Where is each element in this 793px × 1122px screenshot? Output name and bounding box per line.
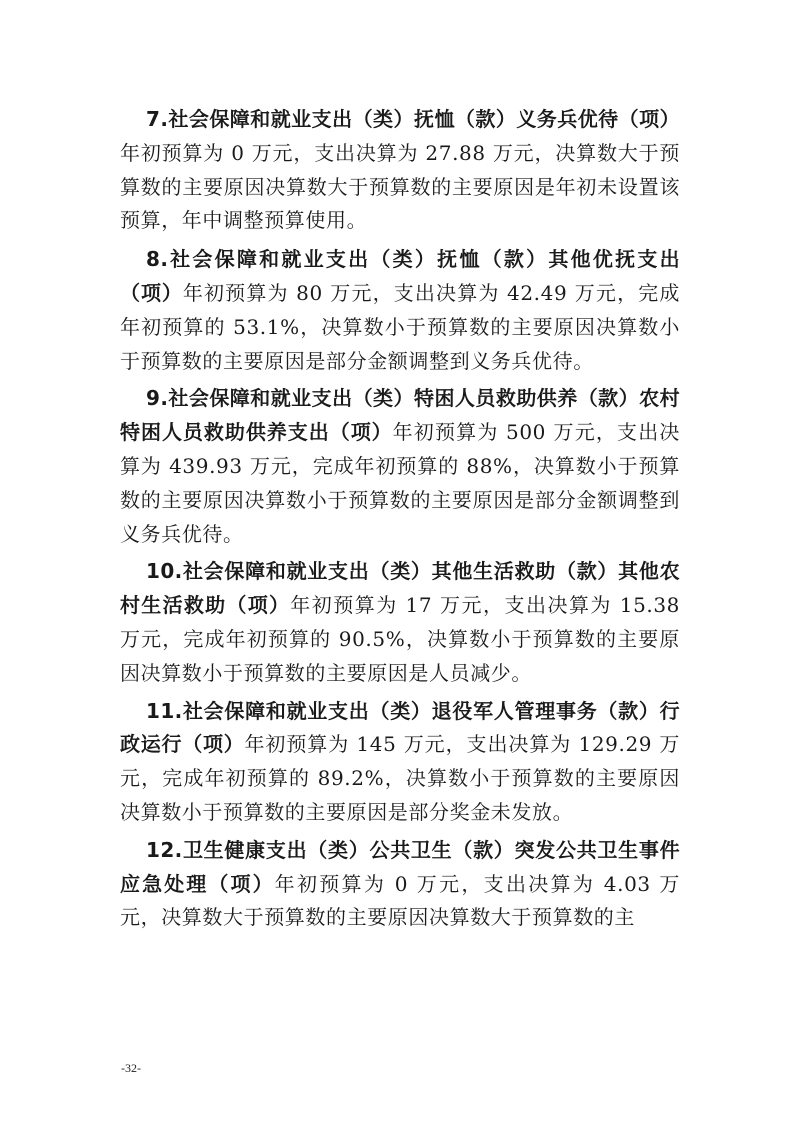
page-number: -32- [121, 1061, 141, 1075]
paragraph-item-11 [120, 695, 680, 830]
paragraph-text: 年初预算为 0 万元，支出决算为 4.03 万元，决算数大于预算数的主要原因决算数大于预算数的主 [120, 871, 680, 930]
document-body [120, 103, 680, 935]
paragraph-heading: 9.社会保障和就业支出（类）特困人员救助供养（款）农村特困人员救助供养支出（项） [120, 386, 680, 445]
paragraph-item-7 [120, 103, 680, 238]
paragraph-heading: 10.社会保障和就业支出（类）其他生活救助（款）其他农村生活救助（项） [120, 559, 680, 618]
paragraph-text: 年初预算为 0 万元，支出决算为 27.88 万元，决算数大于预算数的主要原因决算数大于预算数的主要原因是年初未设置该预算，年中调整预算使用。 [120, 140, 680, 233]
paragraph-item-8 [120, 243, 680, 378]
paragraph-heading: 11.社会保障和就业支出（类）退役军人管理事务（款）行政运行（项） [120, 698, 680, 757]
paragraph-text: 年初预算为 80 万元，支出决算为 42.49 万元，完成年初预算的 53.1%，决算数小于预算数的主要原因决算数小于预算数的主要原因是部分金额调整到义务兵优待。 [120, 280, 680, 373]
paragraph-text: 年初预算为 17 万元，支出决算为 15.38 万元，完成年初预算的 90.5%，决算数小于预算数的主要原因决算数小于预算数的主要原因是人员减少。 [120, 593, 681, 685]
paragraph-item-10 [120, 555, 680, 690]
paragraph-heading: 7.社会保障和就业支出（类）抚恤（款）义务兵优待（项） [146, 107, 680, 131]
paragraph-text: 年初预算为 145 万元，支出决算为 129.29 万元，完成年初预算的 89.2%，决算数小于预算数的主要原因决算数小于预算数的主要原因是部分奖金未发放。 [120, 732, 680, 824]
paragraph-text: 年初预算为 500 万元，支出决算为 439.93 万元，完成年初预算的 88%，决算数小于预算数的主要原因决算数小于预算数的主要原因是部分金额调整到义务兵优待。 [120, 420, 680, 546]
paragraph-heading: 8.社会保障和就业支出（类）抚恤（款）其他优抚支出（项） [120, 247, 680, 305]
paragraph-item-12 [120, 834, 680, 935]
paragraph-heading: 12.卫生健康支出（类）公共卫生（款）突发公共卫生事件应急处理（项） [120, 837, 680, 896]
paragraph-item-9 [120, 382, 680, 551]
